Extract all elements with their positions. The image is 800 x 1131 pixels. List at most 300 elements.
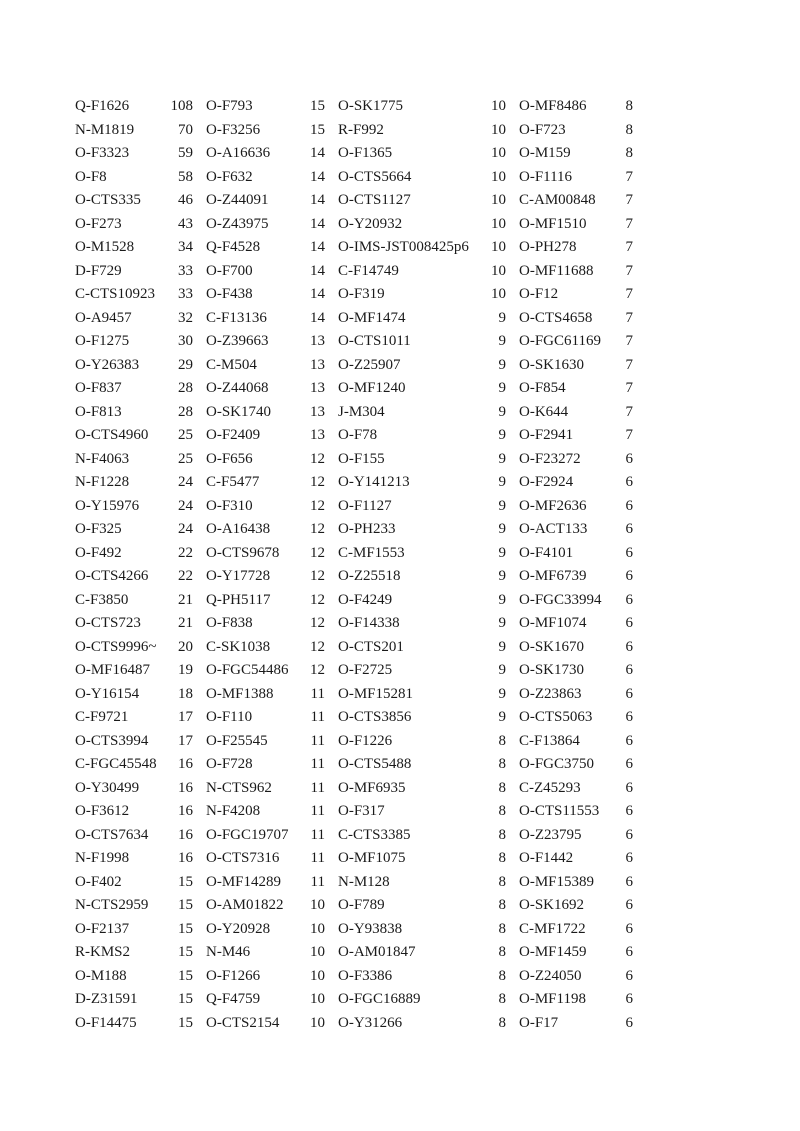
marker-name: O-MF6935	[338, 779, 406, 796]
marker-count: 9	[498, 709, 506, 725]
table-row	[75, 166, 193, 190]
marker-name: C-FGC45548	[75, 756, 157, 772]
marker-count: 7	[625, 286, 633, 302]
table-row	[206, 95, 325, 119]
marker-name: O-MF1075	[338, 850, 406, 866]
table-row	[338, 612, 506, 636]
table-row	[338, 142, 506, 166]
marker-count: 7	[625, 262, 633, 279]
marker-name: O-CTS335	[75, 192, 141, 208]
table-row	[75, 659, 193, 683]
table-row	[519, 824, 633, 848]
marker-name: O-MF1240	[338, 380, 406, 396]
marker-count: 9	[498, 474, 506, 490]
marker-name: O-F1226	[338, 732, 393, 749]
marker-name: J-M304	[338, 403, 385, 420]
marker-count: 11	[310, 873, 325, 890]
table-row	[519, 847, 633, 871]
marker-name: O-AM01847	[338, 944, 416, 960]
marker-name: O-A9457	[75, 309, 132, 326]
marker-count: 6	[625, 873, 633, 890]
marker-count: 13	[310, 403, 325, 420]
marker-name: O-Y20928	[206, 920, 271, 937]
marker-name: N-M46	[206, 944, 251, 960]
table-row	[206, 330, 325, 354]
marker-count: 10	[310, 1014, 325, 1031]
marker-count: 7	[625, 380, 633, 396]
table-row	[75, 730, 193, 754]
marker-count: 43	[178, 215, 193, 232]
marker-name: O-M188	[75, 967, 127, 984]
marker-name: O-CTS2154	[206, 1014, 280, 1031]
table-row	[206, 683, 325, 707]
table-row	[338, 424, 506, 448]
marker-name: O-SK1630	[519, 356, 585, 373]
marker-name: O-PH278	[519, 239, 577, 255]
marker-count: 59	[178, 145, 193, 161]
table-row	[75, 213, 193, 237]
table-row	[75, 471, 193, 495]
marker-name: O-CTS9678	[206, 544, 280, 561]
table-row	[519, 542, 633, 566]
table-row	[75, 847, 193, 871]
marker-count: 28	[178, 380, 193, 396]
marker-name: O-F319	[338, 286, 385, 302]
marker-count: 29	[178, 356, 193, 373]
table-row	[338, 777, 506, 801]
marker-count: 8	[498, 1014, 506, 1031]
table-row	[206, 894, 325, 918]
table-row	[75, 330, 193, 354]
table-row	[519, 683, 633, 707]
marker-name: O-Y26383	[75, 356, 140, 373]
marker-name: R-F992	[338, 121, 384, 138]
marker-name: O-FGC3750	[519, 756, 595, 772]
marker-name: O-ACT133	[519, 521, 588, 537]
table-row	[206, 448, 325, 472]
marker-name: O-F838	[206, 615, 253, 631]
marker-name: O-F793	[206, 98, 253, 114]
marker-count: 25	[178, 450, 193, 467]
marker-count: 58	[178, 168, 193, 185]
marker-name: O-Y93838	[338, 920, 403, 937]
table-row	[206, 565, 325, 589]
marker-name: O-F438	[206, 286, 253, 302]
marker-name: O-F273	[75, 215, 122, 232]
marker-count: 10	[491, 262, 506, 279]
marker-name: O-F325	[75, 521, 122, 537]
marker-name: O-F2137	[75, 920, 130, 937]
table-row	[75, 142, 193, 166]
marker-name: O-F155	[338, 450, 385, 467]
marker-name: O-MF6739	[519, 568, 587, 584]
table-row	[75, 941, 193, 965]
marker-name: Q-F4759	[206, 991, 261, 1007]
marker-count: 12	[310, 662, 325, 678]
marker-name: O-F3256	[206, 121, 261, 138]
marker-count: 6	[625, 615, 633, 631]
table-row	[75, 1012, 193, 1036]
marker-count: 6	[625, 709, 633, 725]
marker-count: 6	[625, 991, 633, 1007]
marker-name: O-F1266	[206, 967, 261, 984]
marker-name: O-Y20932	[338, 215, 403, 232]
table-row	[75, 518, 193, 542]
table-row	[519, 800, 633, 824]
marker-name: O-FGC33994	[519, 591, 602, 608]
marker-name: O-Y31266	[338, 1014, 403, 1031]
marker-count: 8	[498, 897, 506, 913]
marker-count: 7	[625, 309, 633, 326]
marker-name: O-FGC19707	[206, 826, 289, 843]
table-row	[206, 542, 325, 566]
marker-name: O-Z25518	[338, 568, 401, 584]
marker-count: 10	[491, 239, 506, 255]
table-column	[519, 95, 633, 1035]
table-row	[75, 448, 193, 472]
marker-name: O-F3386	[338, 967, 393, 984]
marker-name: C-F13864	[519, 732, 580, 749]
marker-name: O-CTS4658	[519, 309, 593, 326]
table-row	[75, 589, 193, 613]
marker-name: O-CTS4266	[75, 568, 149, 584]
marker-count: 14	[310, 262, 325, 279]
table-column	[338, 95, 506, 1035]
marker-count: 11	[310, 850, 325, 866]
marker-count: 15	[178, 897, 193, 913]
table-row	[206, 260, 325, 284]
marker-name: O-CTS7316	[206, 850, 280, 866]
marker-name: O-CTS9996~	[75, 638, 157, 655]
table-row	[206, 871, 325, 895]
marker-name: O-MF15281	[338, 685, 414, 702]
table-row	[75, 612, 193, 636]
marker-name: C-CTS3385	[338, 826, 411, 843]
marker-name: O-Z39663	[206, 333, 269, 349]
marker-count: 8	[625, 145, 633, 161]
marker-name: O-F632	[206, 168, 253, 185]
marker-count: 10	[491, 215, 506, 232]
marker-name: C-SK1038	[206, 638, 271, 655]
marker-count: 14	[310, 239, 325, 255]
marker-count: 21	[178, 591, 193, 608]
table-row	[75, 354, 193, 378]
table-row	[338, 330, 506, 354]
marker-count: 8	[498, 991, 506, 1007]
marker-name: Q-F4528	[206, 239, 261, 255]
table-row	[338, 871, 506, 895]
marker-name: N-M128	[338, 873, 390, 890]
table-row	[206, 236, 325, 260]
marker-name: C-F3850	[75, 591, 129, 608]
table-row	[206, 730, 325, 754]
table-row	[75, 753, 193, 777]
marker-name: O-CTS1011	[338, 333, 411, 349]
table-row	[338, 824, 506, 848]
marker-count: 14	[310, 286, 325, 302]
marker-name: O-F2941	[519, 427, 574, 443]
marker-count: 8	[625, 98, 633, 114]
table-row	[519, 213, 633, 237]
table-row	[75, 377, 193, 401]
marker-name: O-MF1388	[206, 685, 274, 702]
table-row	[519, 612, 633, 636]
marker-count: 10	[491, 98, 506, 114]
marker-name: O-M159	[519, 145, 571, 161]
marker-name: O-CTS5063	[519, 709, 593, 725]
marker-name: D-Z31591	[75, 991, 138, 1007]
marker-count: 9	[498, 427, 506, 443]
table-row	[338, 119, 506, 143]
marker-name: O-Z23863	[519, 685, 582, 702]
marker-count: 6	[625, 826, 633, 843]
marker-count: 17	[178, 709, 193, 725]
marker-count: 6	[625, 662, 633, 678]
table-row	[206, 659, 325, 683]
table-row	[206, 1012, 325, 1036]
marker-name: O-Z43975	[206, 215, 269, 232]
marker-count: 16	[178, 779, 193, 796]
table-row	[338, 354, 506, 378]
table-row	[519, 636, 633, 660]
table-row	[75, 283, 193, 307]
table-row	[519, 589, 633, 613]
marker-name: N-F4208	[206, 803, 261, 819]
marker-name: O-SK1670	[519, 638, 585, 655]
marker-count: 22	[178, 544, 193, 561]
table-row	[75, 307, 193, 331]
marker-name: O-F12	[519, 286, 559, 302]
table-row	[519, 1012, 633, 1036]
marker-count: 24	[178, 497, 193, 514]
table-row	[75, 918, 193, 942]
table-row	[338, 166, 506, 190]
table-row	[338, 965, 506, 989]
marker-count: 11	[310, 779, 325, 796]
marker-name: O-K644	[519, 403, 569, 420]
marker-count: 14	[310, 168, 325, 185]
marker-count: 12	[310, 638, 325, 655]
marker-name: C-Z45293	[519, 779, 581, 796]
table-row	[206, 401, 325, 425]
table-row	[519, 495, 633, 519]
table-row	[519, 119, 633, 143]
table-row	[519, 377, 633, 401]
table-row	[338, 988, 506, 1012]
marker-count: 11	[310, 732, 325, 749]
marker-name: O-Z44068	[206, 380, 269, 396]
marker-name: O-F8	[75, 168, 107, 185]
marker-name: O-F2409	[206, 427, 261, 443]
table-row	[206, 213, 325, 237]
table-row	[338, 706, 506, 730]
marker-count: 6	[625, 450, 633, 467]
marker-name: O-IMS-JST008425p6	[338, 239, 469, 255]
marker-count: 11	[310, 826, 325, 843]
marker-count: 10	[310, 967, 325, 984]
table-row	[206, 941, 325, 965]
marker-name: O-F656	[206, 450, 253, 467]
marker-name: O-Y16154	[75, 685, 140, 702]
table-row	[206, 283, 325, 307]
marker-count: 7	[625, 427, 633, 443]
marker-name: N-F4063	[75, 450, 130, 467]
table-row	[338, 894, 506, 918]
table-row	[519, 777, 633, 801]
marker-name: D-F729	[75, 262, 122, 279]
table-row	[519, 871, 633, 895]
marker-count: 6	[625, 568, 633, 584]
marker-name: O-F789	[338, 897, 385, 913]
marker-name: O-CTS4960	[75, 427, 149, 443]
table-row	[75, 706, 193, 730]
marker-count: 14	[310, 192, 325, 208]
marker-name: O-Z25907	[338, 356, 401, 373]
marker-name: O-CTS7634	[75, 826, 149, 843]
marker-count: 6	[625, 638, 633, 655]
marker-count: 9	[498, 403, 506, 420]
marker-name: O-CTS201	[338, 638, 404, 655]
marker-count: 11	[310, 709, 325, 725]
marker-count: 14	[310, 145, 325, 161]
marker-count: 8	[498, 944, 506, 960]
marker-count: 13	[310, 333, 325, 349]
table-row	[519, 236, 633, 260]
marker-count: 9	[498, 591, 506, 608]
marker-name: O-MF11688	[519, 262, 594, 279]
marker-count: 14	[310, 309, 325, 326]
table-row	[338, 189, 506, 213]
table-row	[75, 495, 193, 519]
marker-count: 9	[498, 450, 506, 467]
marker-count: 15	[310, 98, 325, 114]
marker-count: 8	[498, 803, 506, 819]
marker-count: 20	[178, 638, 193, 655]
marker-name: O-Z44091	[206, 192, 269, 208]
marker-name: O-CTS5488	[338, 756, 412, 772]
marker-count: 6	[625, 732, 633, 749]
table-row	[338, 95, 506, 119]
marker-name: O-Z24050	[519, 967, 582, 984]
marker-name: O-F110	[206, 709, 253, 725]
marker-name: O-CTS11553	[519, 803, 600, 819]
table-row	[338, 448, 506, 472]
table-row	[519, 918, 633, 942]
marker-count: 10	[310, 897, 325, 913]
marker-name: O-MF14289	[206, 873, 282, 890]
marker-count: 24	[178, 521, 193, 537]
table-row	[338, 307, 506, 331]
marker-name: O-PH233	[338, 521, 396, 537]
table-row	[75, 965, 193, 989]
marker-name: O-F17	[519, 1014, 559, 1031]
marker-name: O-F3612	[75, 803, 130, 819]
table-row	[519, 330, 633, 354]
marker-count: 9	[498, 615, 506, 631]
marker-count: 6	[625, 521, 633, 537]
marker-name: O-F14338	[338, 615, 400, 631]
marker-count: 8	[498, 967, 506, 984]
table-row	[338, 730, 506, 754]
marker-name: O-A16636	[206, 145, 271, 161]
marker-count: 9	[498, 638, 506, 655]
marker-count: 10	[310, 920, 325, 937]
table-row	[519, 189, 633, 213]
marker-count: 9	[498, 356, 506, 373]
marker-count: 7	[625, 215, 633, 232]
marker-name: O-F492	[75, 544, 122, 561]
table-row	[206, 377, 325, 401]
marker-name: O-MF2636	[519, 497, 587, 514]
marker-count: 24	[178, 474, 193, 490]
marker-name: O-F25545	[206, 732, 268, 749]
marker-count: 8	[498, 756, 506, 772]
table-row	[338, 659, 506, 683]
marker-count: 25	[178, 427, 193, 443]
marker-count: 15	[178, 873, 193, 890]
marker-name: O-F700	[206, 262, 253, 279]
marker-count: 33	[178, 262, 193, 279]
marker-name: O-FGC16889	[338, 991, 421, 1007]
marker-name: O-F1275	[75, 333, 130, 349]
marker-count: 16	[178, 803, 193, 819]
marker-name: O-F728	[206, 756, 253, 772]
marker-count: 10	[310, 944, 325, 960]
table-row	[206, 847, 325, 871]
marker-count: 46	[178, 192, 193, 208]
table-row	[519, 354, 633, 378]
marker-count: 19	[178, 662, 193, 678]
marker-name: N-F1228	[75, 474, 130, 490]
table-row	[75, 636, 193, 660]
marker-count: 9	[498, 568, 506, 584]
marker-name: O-Y17728	[206, 568, 271, 584]
marker-count: 15	[178, 920, 193, 937]
marker-count: 6	[625, 544, 633, 561]
marker-count: 108	[170, 98, 193, 114]
marker-count: 33	[178, 286, 193, 302]
marker-name: O-F1116	[519, 168, 573, 185]
marker-count: 6	[625, 779, 633, 796]
table-row	[75, 424, 193, 448]
marker-count: 6	[625, 850, 633, 866]
table-row	[75, 777, 193, 801]
table-row	[75, 401, 193, 425]
marker-count: 11	[310, 803, 325, 819]
marker-name: O-FGC61169	[519, 333, 601, 349]
marker-name: O-AM01822	[206, 897, 284, 913]
marker-name: O-SK1692	[519, 897, 585, 913]
marker-name: C-F9721	[75, 709, 129, 725]
table-row	[75, 565, 193, 589]
table-row	[519, 706, 633, 730]
marker-count: 12	[310, 521, 325, 537]
table-row	[206, 777, 325, 801]
marker-name: O-F813	[75, 403, 122, 420]
marker-name: C-MF1553	[338, 544, 405, 561]
marker-count: 15	[178, 944, 193, 960]
marker-count: 6	[625, 1014, 633, 1031]
table-row	[206, 918, 325, 942]
table-row	[206, 636, 325, 660]
marker-name: O-MF16487	[75, 662, 151, 678]
table-row	[338, 565, 506, 589]
table-row	[519, 659, 633, 683]
marker-name: O-SK1740	[206, 403, 272, 420]
table-row	[75, 683, 193, 707]
marker-name: O-F402	[75, 873, 122, 890]
marker-count: 9	[498, 662, 506, 678]
